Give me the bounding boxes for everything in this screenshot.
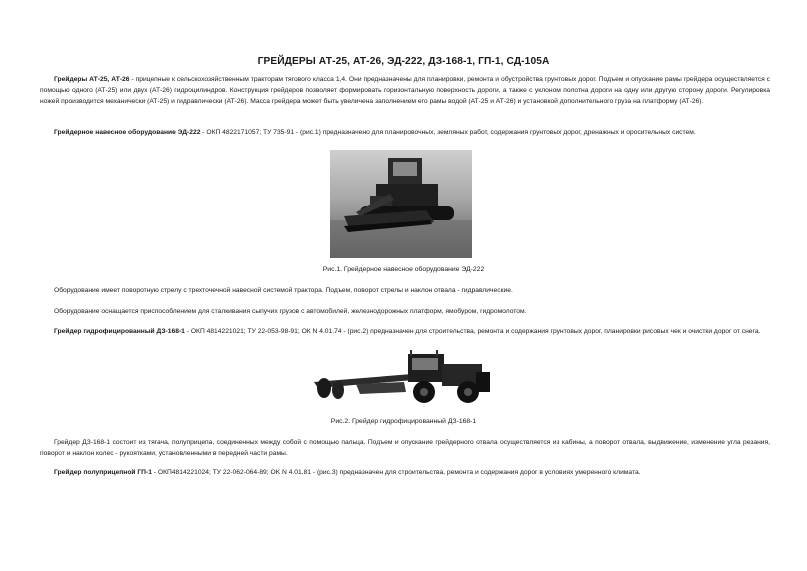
- ed222-caption: Рис.1. Грейдерное навесное оборудование ЭД-222: [322, 266, 485, 273]
- page-title: ГРЕЙДЕРЫ АТ-25, АТ-26, ЭД-222, ДЗ-168-1, ГП-1, СД-105А: [257, 56, 550, 67]
- dz168-text: - ОКП 4814221021; ТУ 22-053-98-91; ОК N 4.01.74 - (рис.2) предназначен для строительства, ремонта и содержания грунтовых дорог, планировки рисовых чек и очистки дорог от снега.: [184, 328, 761, 335]
- dz168-caption: Рис.2. Грейдер гидрофицированный ДЗ-168-1: [330, 418, 477, 425]
- ed222-p2: Оборудование оснащается приспособлением для сталкивания сыпучих грузов с автомобилей, железнодорожных платформ, ямобуром, гидромолотом.: [54, 308, 527, 315]
- gp1-text: - ОКП4814221024; ТУ 22-062-064-89; OK N 4.01.81 - (рис.3) предназначен для строительства, ремонта и содержания дорог в условиях умеренного климата.: [151, 469, 641, 476]
- ed222-paragraph: [40, 127, 770, 138]
- dz168-p1: Грейдер ДЗ-168-1 состоит из тягача, полуприцепа, соединенных между собой с помощью пальца. Подъем и опускание грейдерного отвала осуществляется из кабины, а поворот отвала, выдвижение, изменение угла резания, поворот и наклон колес - рукоятками, установленными в передней части рамы.: [40, 439, 770, 457]
- gp1-lead: Грейдер полуприцепной ГП-1: [54, 469, 152, 476]
- ed222-photo: [330, 150, 472, 258]
- intro-text: - прицепные к сельскохозяйственным тракторам тягового класса 1,4. Они предназначены для планировки, ремонта и обустройства грунтовых дорог. Подъем и опускание рамы грейдера осуществляется с помощью одного (АТ-25) или двух (АТ-26) гидроцилиндров. Конструкция грейдеров позволяет формировать горизонтальную поверхность дороги, а также с уклоном полотна дороги на одну или другую сторону дороги. Регулировка ножей производится механически (АТ-25) и гидравлически (АТ-26). Масса грейдера может быть увеличена заполнением его рамы водой (АТ-25 и АТ-26) и установкой дополнительного груза на платформу (АТ-26).: [40, 76, 770, 105]
- ed222-text: - ОКП 4822171057; ТУ 735-91 - (рис.1) предназначено для планировочных, земляных работ, содержания грунтовых дорог, дренажных и оросительных систем.: [200, 129, 696, 136]
- dz168-lead: Грейдер гидрофицированный ДЗ-168-1: [54, 328, 185, 335]
- dz168-photo: [308, 348, 498, 404]
- gp1-paragraph: [40, 467, 770, 478]
- intro-paragraph: [40, 74, 770, 107]
- dz168-paragraph: [40, 326, 770, 337]
- ed222-p1: Оборудование имеет поворотную стрелу с трехточечной навесной системой трактора. Подъем, поворот стрелы и наклон отвала - гидравлические.: [54, 287, 513, 294]
- ed222-lead: Грейдерное навесное оборудование ЭД-222: [54, 129, 201, 136]
- intro-lead: Грейдеры АТ-25, АТ-26: [54, 76, 130, 83]
